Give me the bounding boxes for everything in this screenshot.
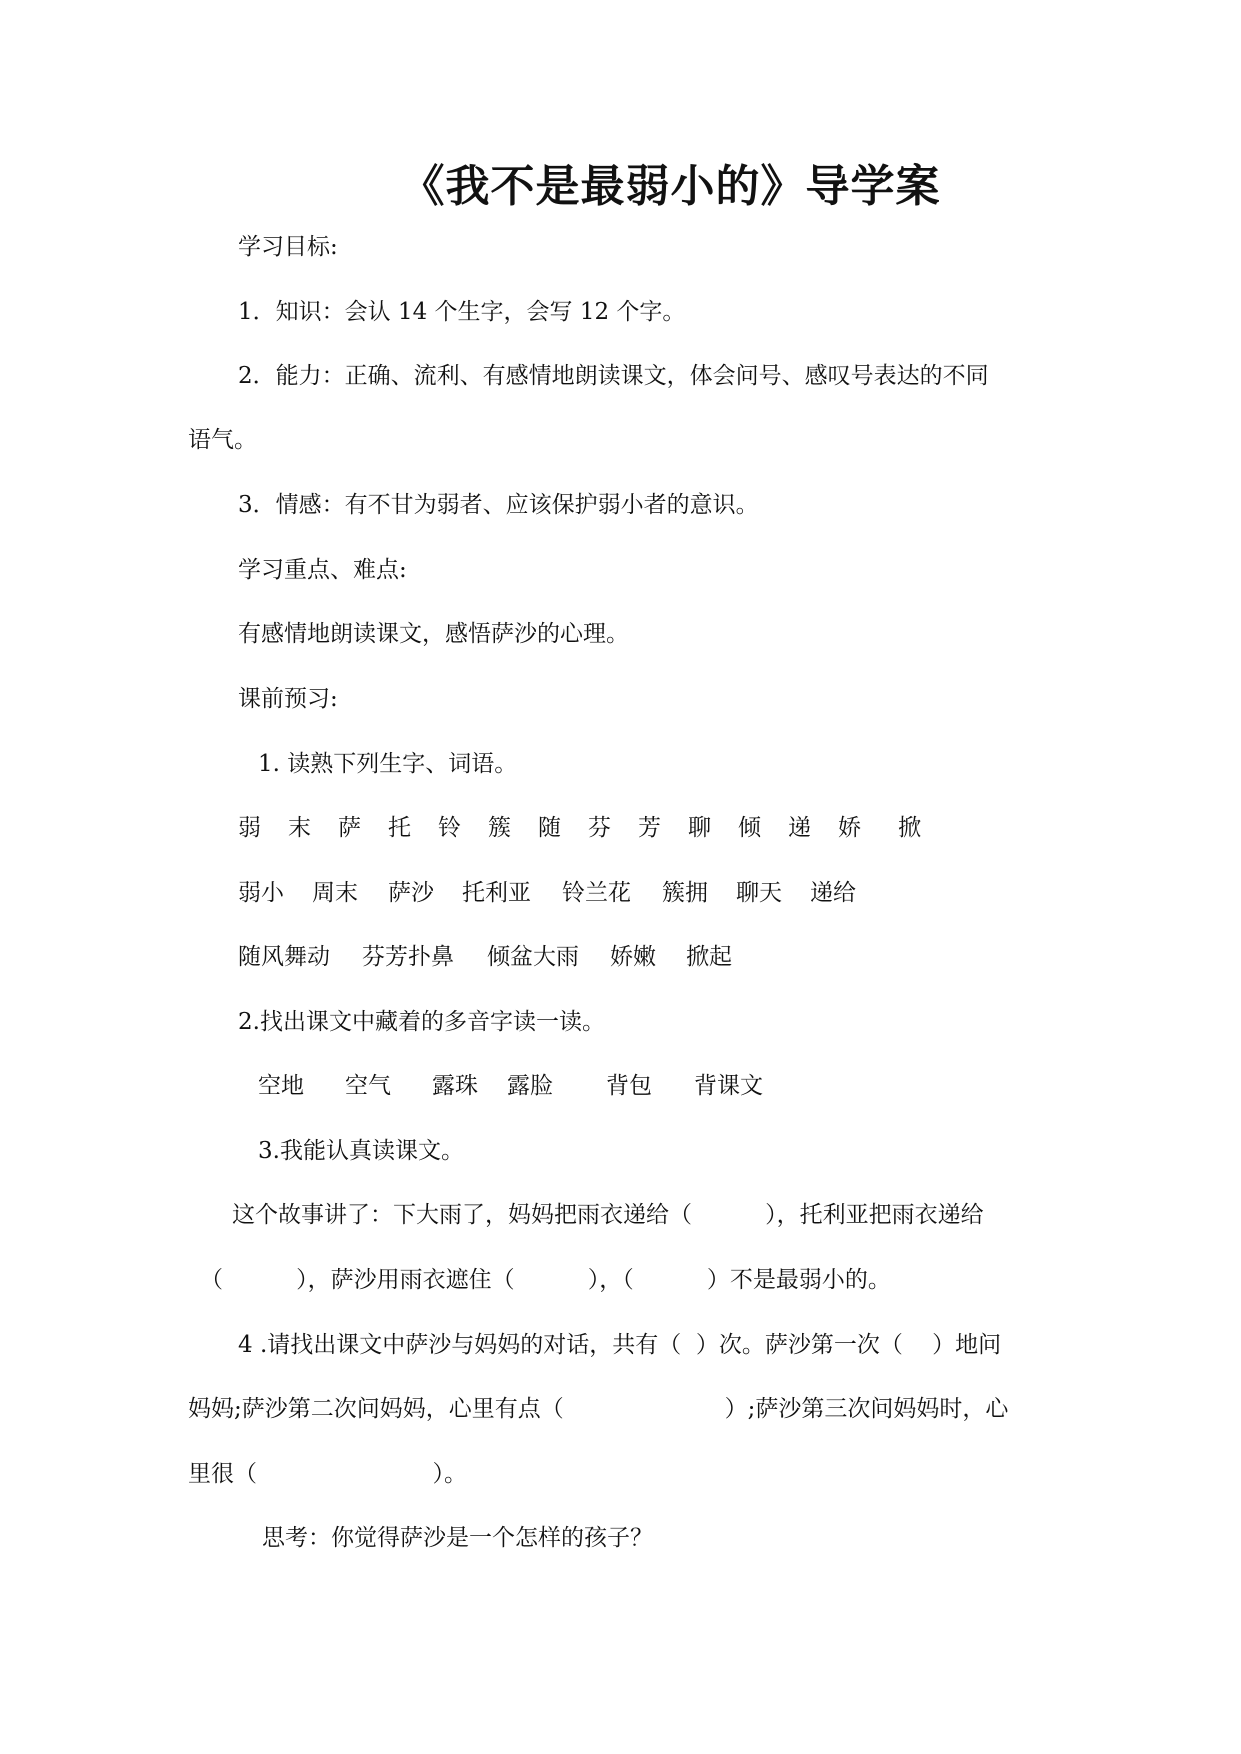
word-item: 聊天: [736, 880, 782, 906]
objective-3: 3．情感：有不甘为弱者、应该保护弱小者的意识。: [238, 492, 759, 518]
char-item: 簇: [488, 815, 511, 841]
story-line-2: （ ），萨沙用雨衣遮住（ ），（ ）不是最弱小的。: [200, 1267, 891, 1293]
objective-2-line-2: 语气。: [188, 427, 257, 453]
word-item: 周末: [312, 880, 358, 906]
page-title: 《我不是最弱小的》导学案: [400, 161, 941, 212]
story-line-1: 这个故事讲了：下大雨了，妈妈把雨衣递给（ ），托利亚把雨衣递给: [232, 1202, 984, 1228]
preview-heading: 课前预习:: [238, 686, 338, 712]
polyphone-item: 露脸: [507, 1073, 553, 1099]
word-item: 掀起: [686, 944, 732, 970]
polyphone-item: 空气: [345, 1073, 391, 1099]
char-item: 聊: [688, 815, 711, 841]
char-item: 递: [788, 815, 811, 841]
word-item: 铃兰花: [562, 880, 631, 906]
char-item: 铃: [438, 815, 461, 841]
task-4-line-3: 里很（ ）。: [188, 1461, 467, 1487]
objective-2-line-1: 2．能力：正确、流利、有感情地朗读课文，体会问号、感叹号表达的不同: [238, 363, 989, 389]
polyphone-item: 背课文: [694, 1073, 763, 1099]
objective-1: 1．知识：会认 14 个生字，会写 12 个字。: [238, 299, 686, 325]
word-item: 娇嫩: [610, 944, 656, 970]
word-item: 随风舞动: [238, 944, 330, 970]
task-2: 2.找出课文中藏着的多音字读一读。: [238, 1009, 605, 1035]
char-item: 弱: [238, 815, 261, 841]
char-item: 随: [538, 815, 561, 841]
focus-heading: 学习重点、难点:: [238, 557, 407, 583]
polyphone-item: 背包: [606, 1073, 652, 1099]
polyphone-item: 空地: [258, 1073, 304, 1099]
word-item: 倾盆大雨: [487, 944, 579, 970]
char-item: 萨: [338, 815, 361, 841]
polyphone-item: 露珠: [432, 1073, 478, 1099]
word-item: 萨沙: [388, 880, 434, 906]
focus-text: 有感情地朗读课文，感悟萨沙的心理。: [238, 621, 629, 647]
task-1: 1. 读熟下列生字、词语。: [258, 751, 518, 777]
task-4-line-1: 4 .请找出课文中萨沙与妈妈的对话，共有（ ）次。萨沙第一次（ ）地问: [238, 1332, 1002, 1358]
char-item: 托: [388, 815, 411, 841]
task-4-line-2: 妈妈;萨沙第二次问妈妈，心里有点（ ）;萨沙第三次问妈妈时，心: [188, 1396, 1009, 1422]
char-item: 芳: [638, 815, 661, 841]
think-question: 思考：你觉得萨沙是一个怎样的孩子？: [262, 1525, 653, 1551]
char-item: 娇: [838, 815, 861, 841]
word-item: 递给: [810, 880, 856, 906]
objectives-heading: 学习目标:: [238, 234, 338, 260]
char-item: 末: [288, 815, 311, 841]
word-item: 簇拥: [662, 880, 708, 906]
task-3: 3.我能认真读课文。: [258, 1138, 464, 1164]
char-item: 芬: [588, 815, 611, 841]
word-item: 芬芳扑鼻: [362, 944, 454, 970]
char-item: 倾: [738, 815, 761, 841]
word-item: 托利亚: [462, 880, 531, 906]
word-item: 弱小: [238, 880, 284, 906]
char-item: 掀: [898, 815, 921, 841]
